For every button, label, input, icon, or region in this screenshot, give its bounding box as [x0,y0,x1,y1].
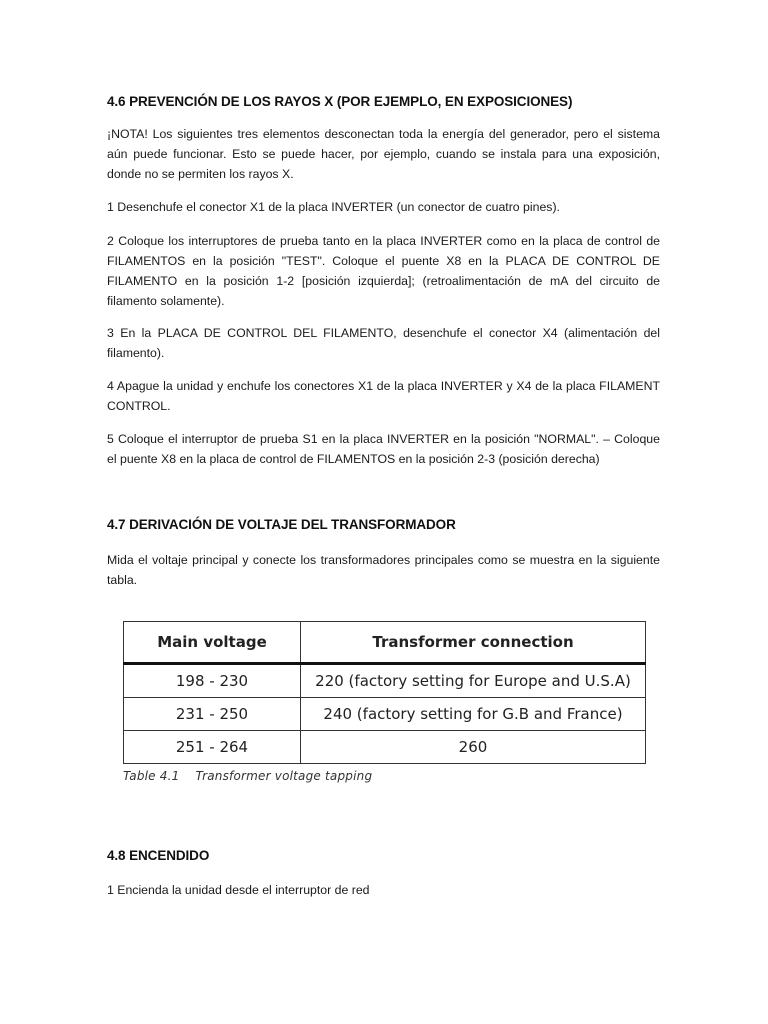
step-4-paragraph: 4 Apague la unidad y enchufe los conectores X1 de la placa INVERTER y X4 de la placa FILAMENT CONTROL. [107,379,660,413]
cell-transformer-connection: 240 (factory setting for G.B and France) [301,698,646,731]
cell-transformer-connection: 260 [301,731,646,764]
table-row [124,698,646,731]
section-4-7-paragraph: Mida el voltaje principal y conecte los transformadores principales como se muestra en la siguiente tabla. [107,553,660,587]
cell-main-voltage: 231 - 250 [124,698,301,731]
voltage-table-figure [123,621,646,783]
step-2-paragraph: 2 Coloque los interruptores de prueba tanto en la placa INVERTER como en la placa de control de FILAMENTOS en la posición "TEST". Coloque el puente X8 en la PLACA DE CONTROL DE FILAMENTO en la posición 1-2 [posición izquierda]; (retroalimentación de mA del circuito de filamento solamente). [107,234,660,308]
header-main-voltage: Main voltage [124,622,301,664]
section-4-7-heading: 4.7 DERIVACIÓN DE VOLTAJE DEL TRANSFORMADOR [107,517,456,532]
section-4-8-paragraph: 1 Encienda la unidad desde el interruptor de red [107,883,370,897]
cell-transformer-connection: 220 (factory setting for Europe and U.S.A) [301,664,646,698]
table-header-row [124,622,646,664]
section-4-6-heading: 4.6 PREVENCIÓN DE LOS RAYOS X (POR EJEMPLO, EN EXPOSICIONES) [107,94,573,109]
step-1-paragraph: 1 Desenchufe el conector X1 de la placa INVERTER (un conector de cuatro pines). [107,200,560,214]
note-paragraph: ¡NOTA! Los siguientes tres elementos desconectan toda la energía del generador, pero el sistema aún puede funcionar. Esto se puede hacer, por ejemplo, cuando se instala para una exposición, donde no se permiten los rayos X. [107,127,660,181]
cell-main-voltage: 251 - 264 [124,731,301,764]
step-3-paragraph: 3 En la PLACA DE CONTROL DEL FILAMENTO, desenchufe el conector X4 (alimentación del filamento). [107,326,660,360]
header-transformer-connection: Transformer connection [301,622,646,664]
step-5-paragraph: 5 Coloque el interruptor de prueba S1 en la placa INVERTER en la posición "NORMAL". – Coloque el puente X8 en la placa de control de FILAMENTOS en la posición 2-3 (posición derecha) [107,432,660,466]
table-row [124,664,646,698]
cell-main-voltage: 198 - 230 [124,664,301,698]
section-4-8-heading: 4.8 ENCENDIDO [107,848,210,863]
voltage-table [123,621,646,764]
table-row [124,731,646,764]
table-caption: Table 4.1 Transformer voltage tapping [123,769,373,783]
